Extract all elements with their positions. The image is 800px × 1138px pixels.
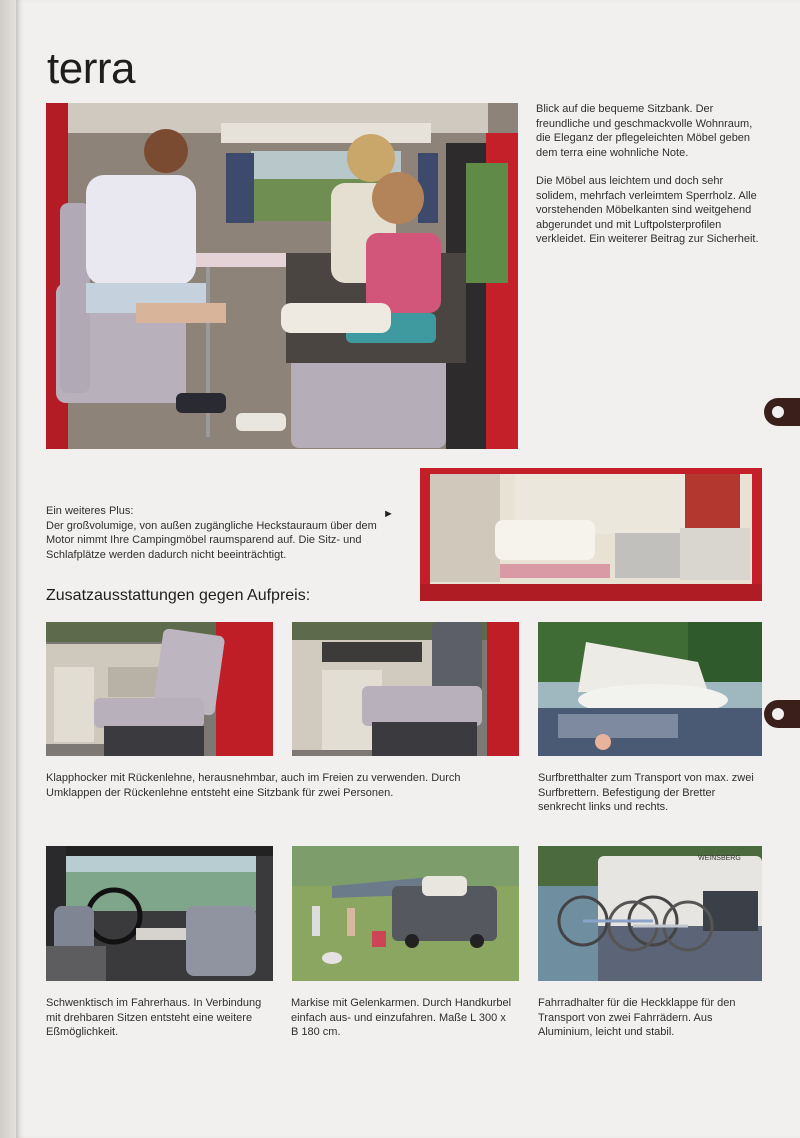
plus-text — [46, 504, 382, 562]
binder-tab-upper — [764, 398, 800, 426]
caption-swivel-table: Schwenktisch im Fahrerhaus. In Verbindung mit drehbaren Sitzen entsteht eine weitere Eßmöglichkeit. — [46, 997, 262, 1038]
photo-awning — [292, 846, 519, 981]
plus-body: Der großvolumige, von außen zugängliche Heckstauraum über dem Motor nimmt Ihre Campingmöbel raumsparend auf. Die Sitz- und Schlafplätze werden dadurch nicht beeinträchtigt. — [46, 519, 377, 561]
caption-folding-stool: Klapphocker mit Rückenlehne, herausnehmbar, auch im Freien zu verwenden. Durch Umklappen der Rückenlehne entsteht eine Sitzbank für zwei Personen. — [46, 772, 461, 799]
intro-paragraph-1: Blick auf die bequeme Sitzbank. Der freundliche und geschmackvolle Wohnraum, die Eleganz der pflegeleichten Möbel geben dem terra eine wohnliche Note. — [536, 103, 753, 159]
binder-tab-lower — [764, 700, 800, 728]
caption-awning: Markise mit Gelenkarmen. Durch Handkurbel einfach aus- und einzufahren. Maße L 300 x B 180 cm. — [291, 997, 512, 1038]
caption-surfboard-holder: Surfbretthalter zum Transport von max. zwei Surfbrettern. Befestigung der Bretter senkrecht links und rechts. — [538, 772, 754, 813]
photo-surfboard-holder — [538, 622, 762, 756]
plus-heading: Ein weiteres Plus: — [46, 505, 134, 517]
photo-folding-stool-bench — [292, 622, 519, 756]
intro-text — [536, 102, 762, 261]
arrow-right-icon: ► — [383, 508, 394, 520]
extras-heading: Zusatzausstattungen gegen Aufpreis: — [46, 587, 311, 604]
photo-interior-seating — [46, 103, 518, 449]
photo-folding-stool-upright — [46, 622, 273, 756]
weinsberg-logo: WEINSBERG — [698, 855, 741, 862]
page-binding-edge — [0, 0, 16, 1138]
page-title: terra — [47, 44, 135, 93]
photo-rear-storage — [420, 468, 762, 601]
caption-bike-rack: Fahrradhalter für die Heckklappe für den Transport von zwei Fahrrädern. Aus Aluminium, leicht und stabil. — [538, 997, 736, 1038]
photo-swivel-table — [46, 846, 273, 981]
intro-paragraph-2: Die Möbel aus leichtem und doch sehr solidem, mehrfach verleimtem Sperrholz. Alle vorstehenden Möbelkanten sind weitgehend abgerundet und mit Luftpolsterprofilen verkleidet. Ein weiterer Beitrag zur Sicherheit. — [536, 175, 759, 245]
photo-bike-rack — [538, 846, 762, 981]
